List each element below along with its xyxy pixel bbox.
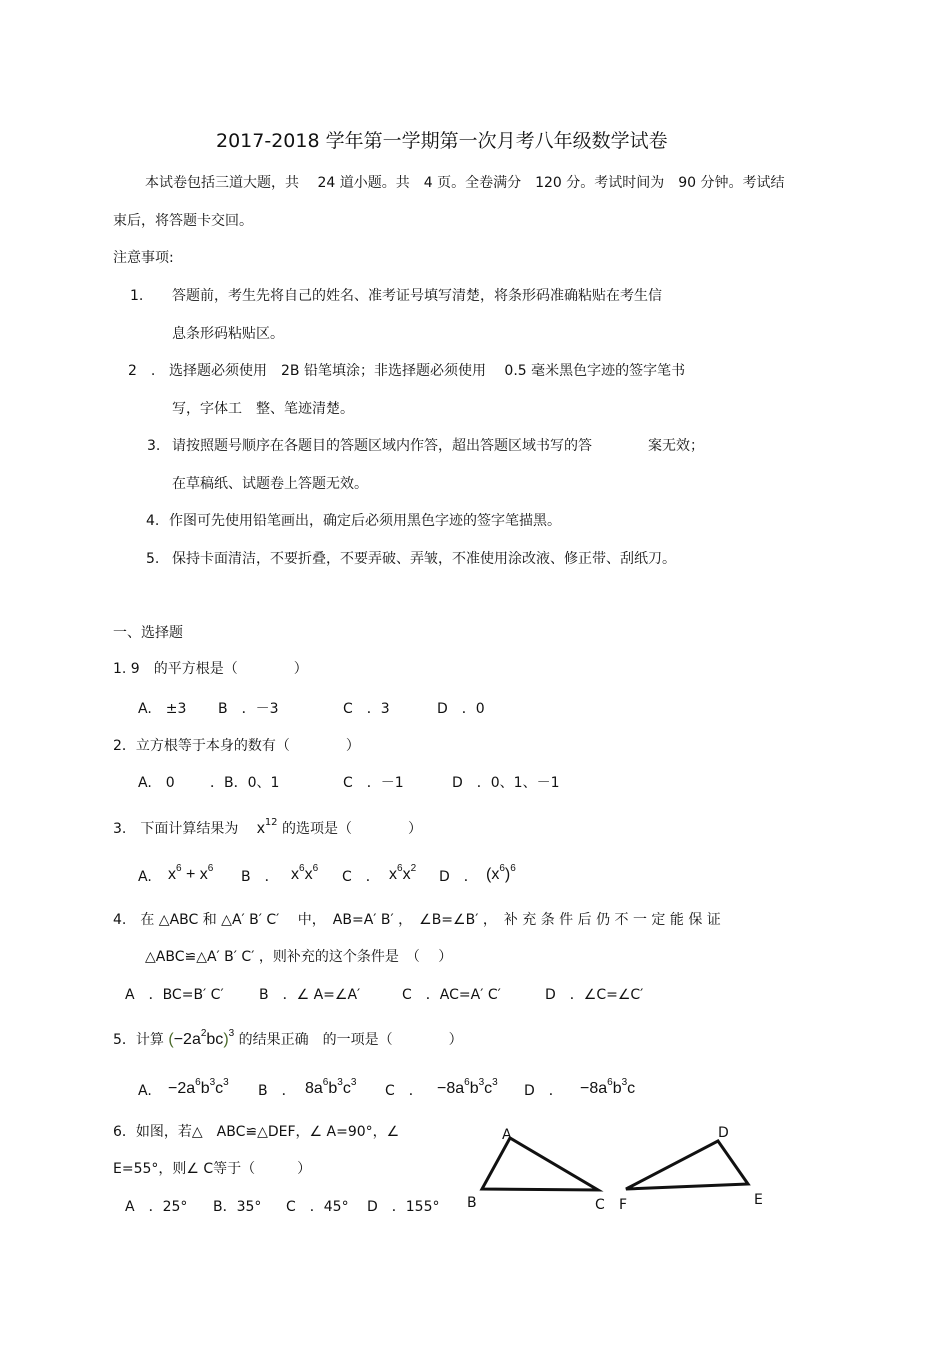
intro-line-2: 束后，将答题卡交回。: [113, 213, 253, 229]
option-c-label: C ．: [342, 869, 380, 885]
option-c: C ．AC=A′ C′: [402, 987, 501, 1003]
question-stem: [113, 1028, 463, 1051]
option-b-expr: $8a^6b^3c^3$: [305, 1077, 357, 1097]
question-stem: 4. 在 △ABC 和 △A′ B′ C′ 中， AB=A′ B′ ， ∠B=∠B′ ， 补 充 条 件 后 仍 不 一 定 能 保 证: [113, 912, 721, 928]
notice-text: 写，字体工 整、笔迹清楚。: [172, 401, 354, 417]
option-a-label: A.: [138, 1083, 152, 1099]
question-stem: 1. 9 的平方根是（ ）: [113, 661, 308, 677]
vertex-label-f: F: [619, 1197, 628, 1213]
math-base: x: [256, 820, 265, 837]
option-a-label: A.: [138, 869, 152, 885]
notice-number: 4.: [146, 513, 160, 529]
option-c: C ．3: [343, 701, 390, 717]
notice-text: 息条形码粘贴区。: [172, 326, 284, 342]
vertex-label-c: C: [595, 1197, 605, 1213]
triangle-abc: [482, 1138, 598, 1190]
notice-number: 1.: [130, 288, 144, 304]
question-stem-cont: E=55°，则∠ C等于（ ）: [113, 1161, 312, 1177]
notice-text: 选择题必须使用 2B 铅笔填涂；非选择题必须使用 0.5 毫米黑色字迹的签字笔书: [169, 363, 686, 379]
notice-text: 保持卡面清洁，不要折叠，不要弄破、弄皱，不准使用涂改液、修正带、刮纸刀。: [172, 551, 676, 567]
notice-text: 答题前，考生先将自己的姓名、准考证号填写清楚，将条形码准确粘贴在考生信: [172, 288, 662, 304]
question-stem: [113, 817, 422, 840]
option-c-expr: $-8a^6b^3c^3$: [437, 1077, 498, 1097]
vertex-label-a: A: [502, 1127, 512, 1143]
option-b: B ．∠ A=∠A′: [259, 987, 361, 1003]
option-b: B．35°: [213, 1199, 262, 1215]
vertex-label-e: E: [754, 1192, 763, 1208]
question-stem-cont: △ABC≌△A′ B′ C′ ，则补充的这个条件是 （ ）: [145, 949, 453, 965]
option-b-label: B ．: [258, 1083, 296, 1099]
option-c: C ．－1: [343, 775, 404, 791]
option-c-expr: $x^6x^2$: [389, 863, 417, 883]
option-b-label: B ．: [241, 869, 279, 885]
math-exponent: 12: [264, 817, 278, 828]
option-d: D ．155°: [367, 1199, 440, 1215]
option-a: A. ±3: [138, 701, 187, 717]
stem-text: 的选项是（ ）: [282, 821, 422, 837]
stem-text: 3. 下面计算结果为: [113, 821, 239, 837]
math-expression: $(-2a^2bc)^3$: [168, 1028, 235, 1048]
option-a-expr: $x^6 + x^6$: [168, 863, 214, 883]
option-c-label: C ．: [385, 1083, 423, 1099]
notice-heading: 注意事项:: [113, 250, 174, 266]
section-heading: 一、选择题: [113, 625, 183, 641]
triangle-def: [626, 1141, 748, 1189]
question-stem: 2．立方根等于本身的数有（ ）: [113, 738, 360, 754]
notice-number: 2 .: [128, 363, 156, 379]
vertex-label-b: B: [467, 1195, 477, 1211]
option-d: D ．0: [437, 701, 485, 717]
option-d: D ．∠C=∠C′: [545, 987, 644, 1003]
notice-text: 作图可先使用铅笔画出，确定后必须用黑色字迹的签字笔描黑。: [169, 513, 561, 529]
stem-text: 5．计算: [113, 1032, 164, 1048]
option-c: C ．45°: [286, 1199, 349, 1215]
intro-line-1: 本试卷包括三道大题，共 24 道小题。共 4 页。全卷满分 120 分。考试时间为 90 分钟。考试结: [145, 175, 785, 191]
stem-text: 的结果正确 的一项是（ ）: [238, 1032, 463, 1048]
option-d-expr: $-8a^6b^3c$: [580, 1077, 636, 1097]
option-a-expr: $-2a^6b^3c^3$: [168, 1077, 229, 1097]
option-b-expr: $x^6x^6$: [291, 863, 319, 883]
vertex-label-d: D: [718, 1125, 729, 1141]
option-a: A. 0: [138, 775, 175, 791]
option-d-label: D ．: [439, 869, 478, 885]
option-d-label: D ．: [524, 1083, 563, 1099]
notice-text: 在草稿纸、试题卷上答题无效。: [172, 476, 368, 492]
option-d: D ．0、1、－1: [452, 775, 560, 791]
notice-number: 5.: [146, 551, 160, 567]
option-a: A ．25°: [125, 1199, 188, 1215]
notice-number: 3.: [147, 438, 161, 454]
page-title: 2017-2018 学年第一学期第一次月考八年级数学试卷: [216, 130, 668, 152]
notice-text: 请按照题号顺序在各题目的答题区域内作答，超出答题区域书写的答 案无效；: [172, 438, 704, 454]
option-b: ．B．0、1: [210, 775, 280, 791]
option-d-expr: $(x^6)^6$: [486, 863, 516, 883]
question-stem: 6．如图，若△ ABC≌△DEF，∠ A=90°，∠: [113, 1124, 400, 1140]
option-b: B ．－3: [218, 701, 279, 717]
option-a: A ．BC=B′ C′: [125, 987, 224, 1003]
